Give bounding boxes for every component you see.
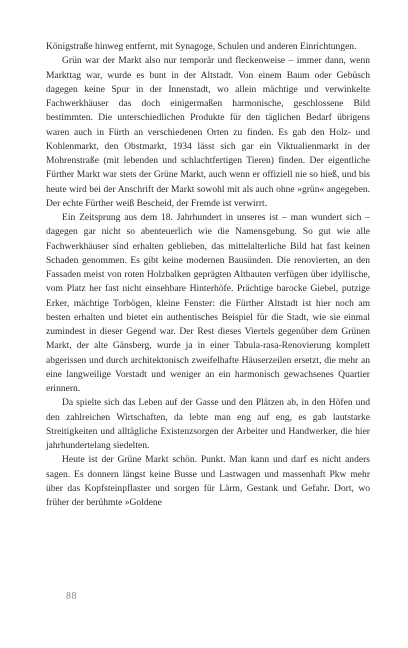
- paragraph-4: Da spielte sich das Leben auf der Gasse und den Plätzen ab, in den Höfen und den zahlreichen Wirtschaften, da lebte man eng auf eng, es gab lautstarke Streitigkeiten und alltägliche Existenzsorgen der Arbeiter und Handwerker, die hier jahrhundertelang siedelten.: [46, 397, 370, 451]
- paragraph-5: Heute ist der Grüne Markt schön. Punkt. Man kann und darf es nicht anders sagen. Es donnern längst keine Busse und Lastwagen und massenhaft Pkw mehr über das Kopfsteinpflaster und sorgen für Lärm, Gestank und Gefahr. Dort, wo früher der berühmte »Goldene: [46, 454, 370, 508]
- paragraph-2: Grün war der Markt also nur temporär und fleckenweise – immer dann, wenn Markttag war, wurde es bunt in der Altstadt. Von einem Baum oder Gebüsch dagegen keine Spur in der Innenstadt, wo allein mächtige und verwinkelte Fachwerkhäuser das doch einigermaßen harmonische, geschlossene Bild bestimmten. Die unterschiedlichen Produkte für den täglichen Bedarf übrigens waren auch in Fürth an verschiedenen Orten zu finden. Es gab den Holz- und Kohlenmarkt, den Obstmarkt, 1934 lässt sich gar ein Viktualienmarkt in der Mohrenstraße (mit lebenden und schlachtfertigen Tieren) finden. Der eigentliche Fürther Markt war stets der Grüne Markt, auch wenn er offiziell nie so hieß, und bis heute wird bei der Anschrift der Markt sowohl mit als auch ohne »grün« angegeben. Der echte Fürther weiß Bescheid, der Fremde ist verwirrt.: [46, 55, 370, 209]
- paragraph-1: Königstraße hinweg entfernt, mit Synagoge, Schulen und anderen Einrichtungen.: [46, 41, 357, 52]
- paragraph-3: Ein Zeitsprung aus dem 18. Jahrhundert in unseres ist – man wundert sich – dagegen gar nicht so abenteuerlich wie die Namensgebung. So gut wie alle Fachwerkhäuser sind erhalten geblieben, das mittelalterliche Bild hat fast keinen Schaden genommen. Es gibt keine modernen Bausünden. Die renovierten, an den Fassaden meist von roten Holzbalken geprägten Altbauten verfügen über idyllische, vom Platz her fast nicht einsehbare Hinterhöfe. Prächtige barocke Giebel, putzige Erker, mächtige Torbögen, kleine Fenster: die Fürther Altstadt ist hier noch am besten erhalten und bietet ein authentisches Beispiel für die Stadt, wie sie einmal zumindest in dieser Gegend war. Der Rest dieses Viertels gegenüber dem Grünen Markt, der alte Gänsberg, wurde ja in einer Tabula-rasa-Renovierung komplett abgerissen und durch architektonisch zweifelhafte Häuserzeilen ersetzt, die mehr an eine langweilige Vorstadt und weniger an ein harmonisch gewachsenes Quartier erinnern.: [46, 212, 370, 394]
- page-number: 88: [66, 591, 77, 602]
- document-body: [46, 40, 370, 510]
